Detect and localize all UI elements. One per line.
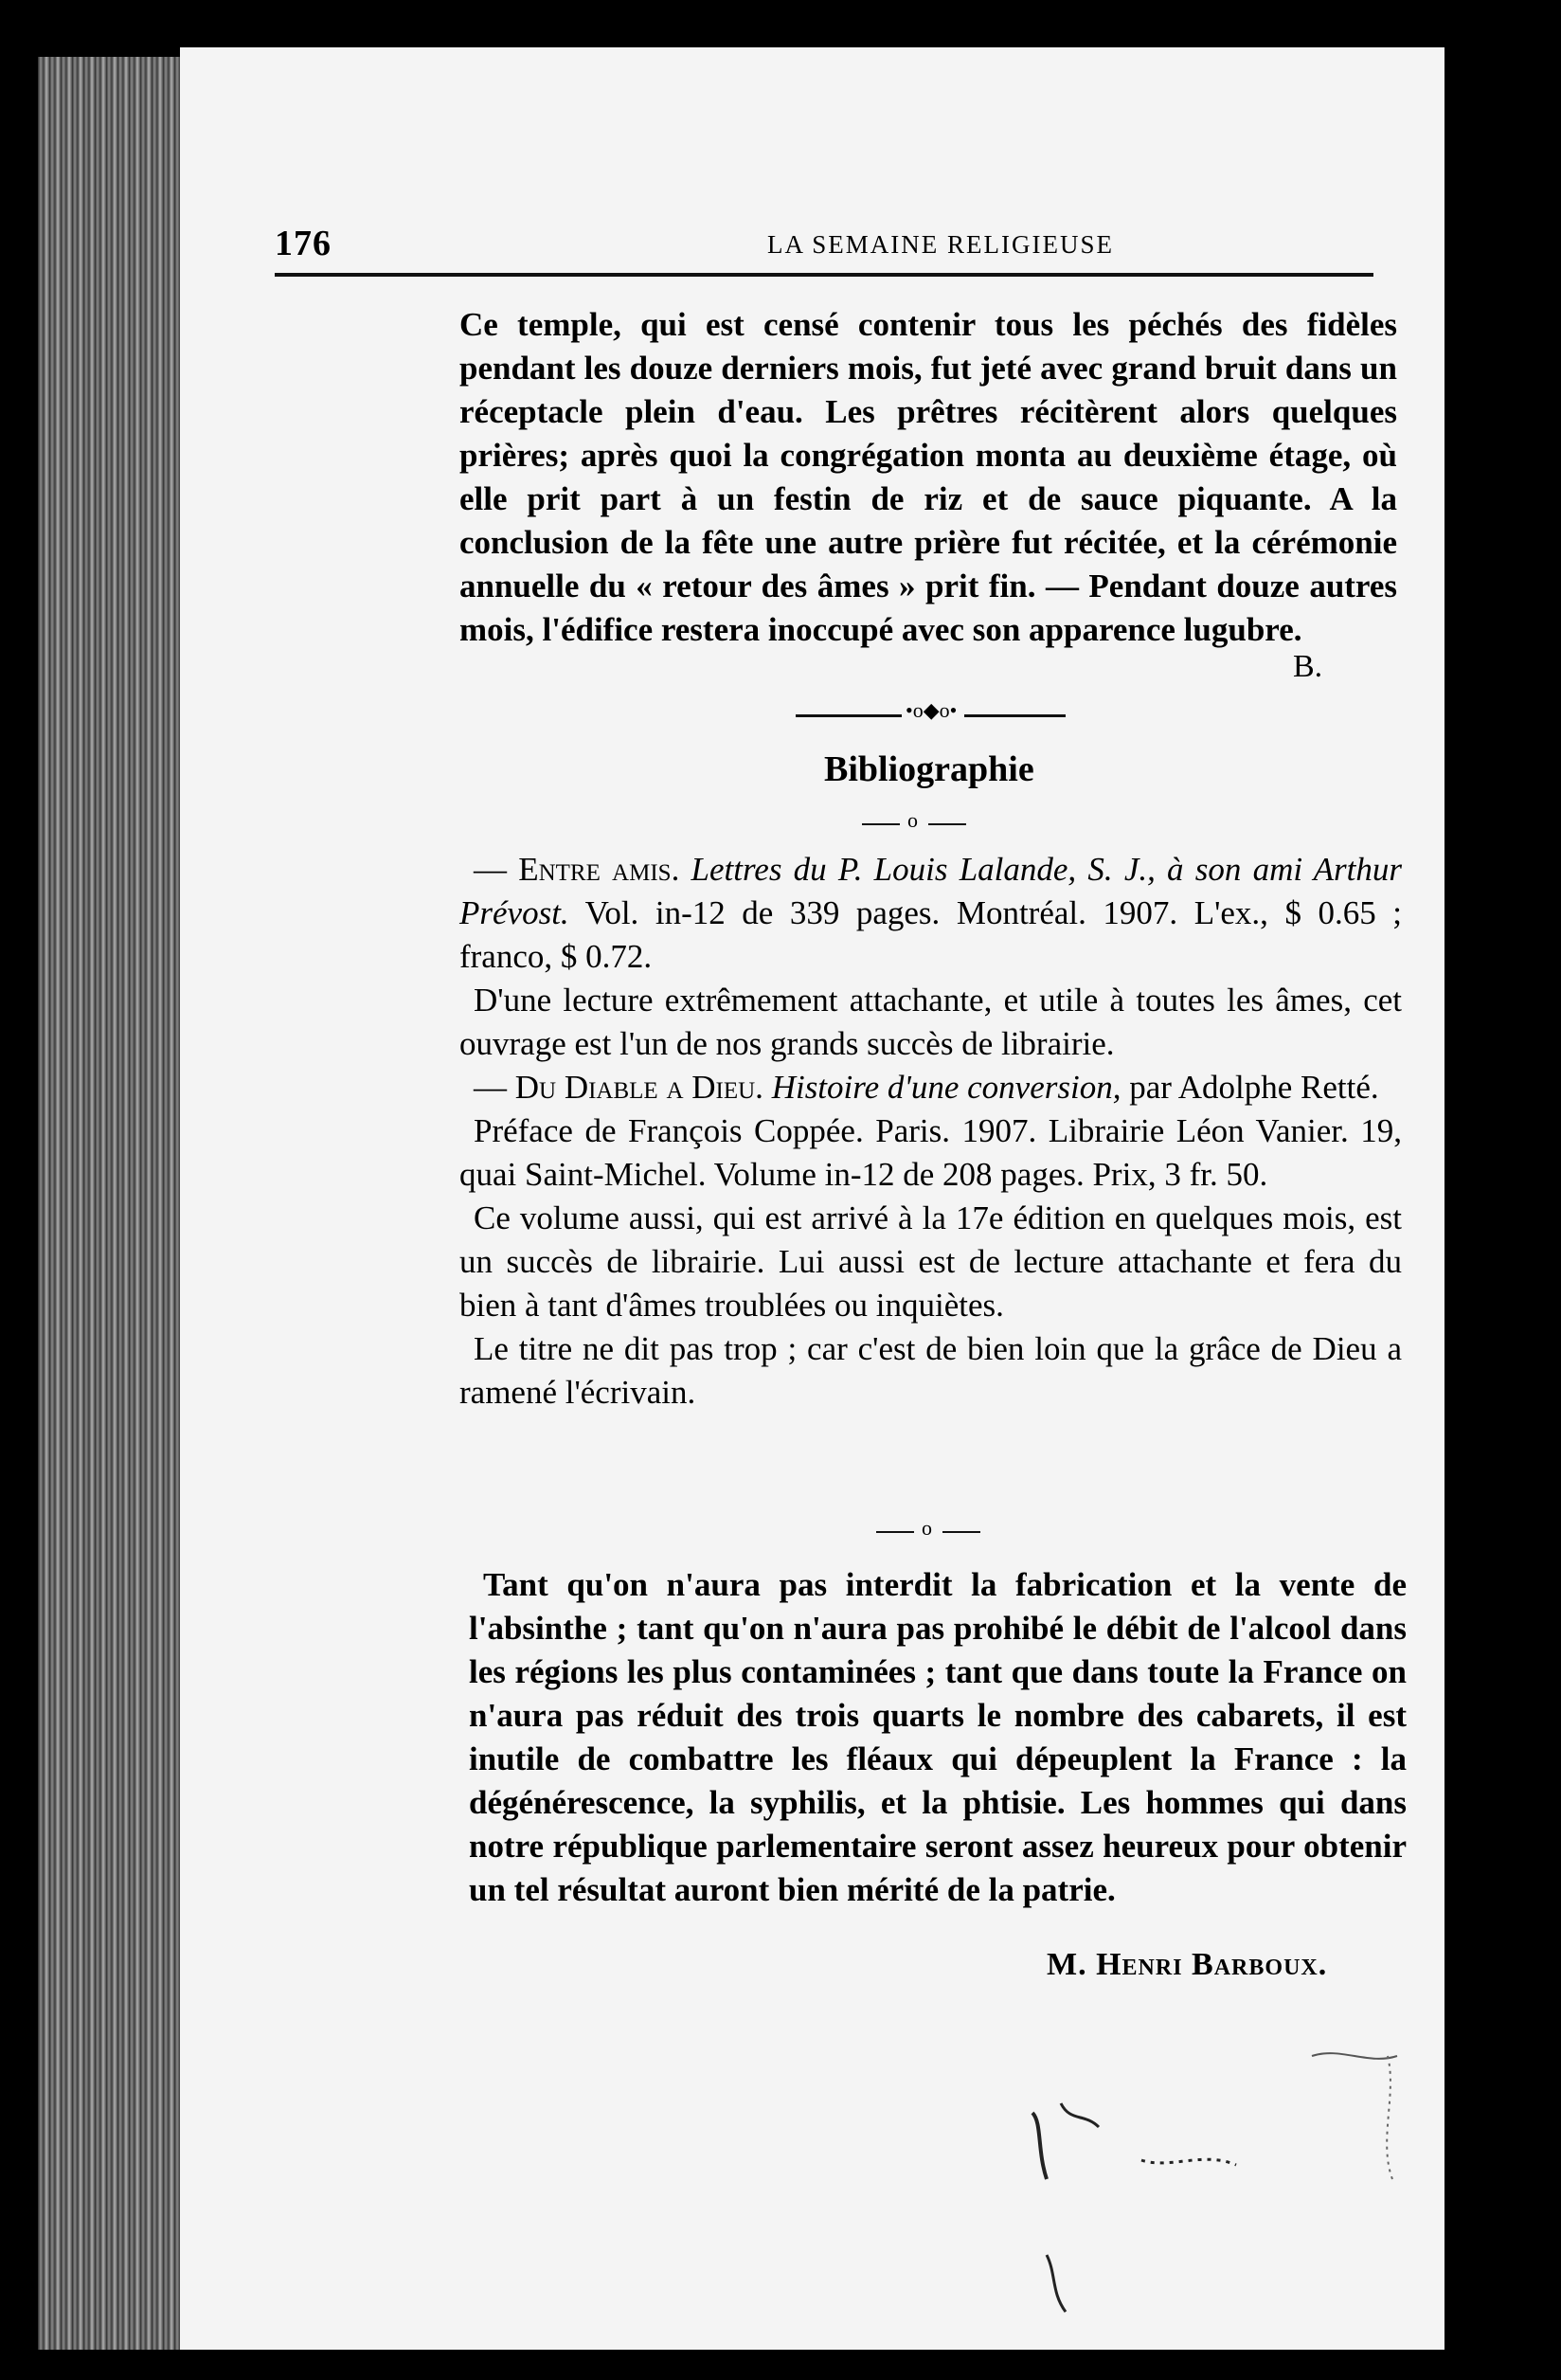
bib-entry-1-description: D'une lecture extrêmement attachante, et utile à toutes les âmes, cet ouvrage est l'un de nos grands succès de librairie. bbox=[459, 982, 1402, 1062]
closing-separator bbox=[876, 1516, 980, 1543]
separator-line-left bbox=[876, 1531, 914, 1533]
closing-author: M. Henri Barboux. bbox=[1047, 1947, 1328, 1982]
bibliography bbox=[459, 848, 1402, 1415]
section-title: Bibliographie bbox=[824, 749, 1034, 789]
section-separator bbox=[862, 808, 966, 836]
handwritten-marks bbox=[1028, 2037, 1426, 2321]
bib-entry-2-dash: — bbox=[474, 1069, 515, 1106]
separator-line-right bbox=[942, 1531, 980, 1533]
separator-line-left bbox=[862, 823, 900, 825]
book-page-edge bbox=[38, 57, 189, 2350]
separator-line-right bbox=[928, 823, 966, 825]
opening-paragraph: Ce temple, qui est censé contenir tous les péchés des fidèles pendant les douze derniers mois, fut jeté avec grand bruit dans un réceptacle plein d'eau. Les prêtres récitèrent alors quelques prières; après quoi la congrégation monta au deuxième étage, où elle prit part à un festin de riz et de sauce piquante. A la conclusion de la fête une autre prière fut récitée, et la cérémonie annuelle du « retour des âmes » prit fin. — Pendant douze autres mois, l'édifice restera inoccupé avec son apparence lugubre. bbox=[459, 306, 1397, 648]
opening-signature: B. bbox=[1293, 649, 1323, 684]
bib-entry-1-subtitle: Lettres du P. Louis Lalande, S. J., à son ami Arthur Prévost. bbox=[459, 851, 1402, 931]
bib-entry-2 bbox=[459, 1066, 1402, 1109]
separator-mark: o bbox=[907, 808, 918, 832]
page-number: 176 bbox=[275, 224, 332, 263]
bib-entry-1 bbox=[459, 848, 1402, 979]
bib-entry-2-preface: Préface de François Coppée. Paris. 1907. Librairie Léon Vanier. 19, quai Saint-Michel. Volume in-12 de 208 pages. Prix, 3 fr. 50. bbox=[459, 1112, 1402, 1193]
ornament-line-left bbox=[796, 714, 902, 717]
bib-entry-2-title: Du Diable a Dieu. bbox=[514, 1069, 763, 1106]
ornamental-separator bbox=[796, 698, 1066, 725]
bib-entry-2-description-1: Ce volume aussi, qui est arrivé à la 17e édition en quelques mois, est un succès de librairie. Lui aussi est de lecture attachante et fera du bien à tant d'âmes troublées ou inquiètes. bbox=[459, 1199, 1402, 1324]
bib-entry-2-description-2: Le titre ne dit pas trop ; car c'est de bien loin que la grâce de Dieu a ramené l'écrivain. bbox=[459, 1330, 1402, 1411]
header-rule bbox=[275, 273, 1373, 277]
page-header bbox=[275, 223, 1373, 270]
closing-paragraph: Tant qu'on n'aura pas interdit la fabrication et la vente de l'absinthe ; tant qu'on n'aura pas prohibé le débit de l'alcool dans les régions les plus contaminées ; tant que dans toute la France on n'aura pas réduit des trois quarts le nombre des cabarets, il est inutile de combattre les fléaux qui dépeuplent la France : la dégénérescence, la syphilis, et la phtisie. Les hommes qui dans notre république parlementaire seront assez heureux pour obtenir un tel résultat auront bien mérité de la patrie. bbox=[469, 1566, 1407, 1908]
ornament-line-right bbox=[964, 714, 1066, 717]
running-title: LA SEMAINE RELIGIEUSE bbox=[767, 230, 1114, 259]
bib-entry-2-subtitle: Histoire d'une conversion, bbox=[771, 1069, 1121, 1106]
bib-entry-1-title: Entre amis. bbox=[518, 851, 680, 888]
ornament-mark: •o◆o• bbox=[906, 698, 958, 722]
separator-mark: o bbox=[922, 1516, 932, 1540]
bib-entry-1-details: Vol. in-12 de 339 pages. Montréal. 1907. L'ex., $ 0.65 ; franco, $ 0.72. bbox=[459, 894, 1402, 975]
bib-entry-1-dash: — bbox=[474, 851, 519, 888]
bib-entry-2-details: par Adolphe Retté. bbox=[1121, 1069, 1379, 1106]
